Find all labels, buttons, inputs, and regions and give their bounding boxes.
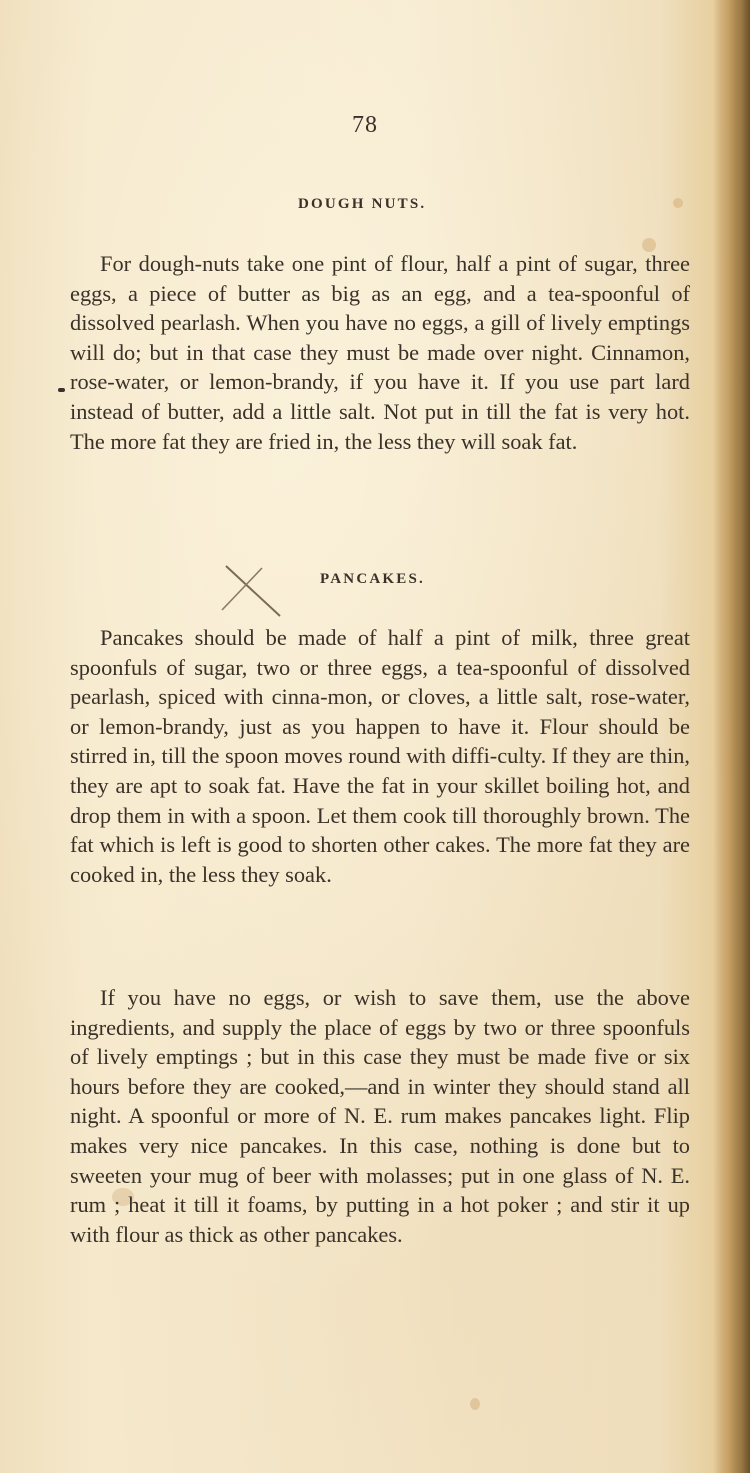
book-spine-shadow (714, 0, 750, 1473)
section-heading-pancakes: PANCAKES. (320, 571, 425, 587)
pencil-stroke (226, 566, 280, 616)
page-number: 78 (352, 112, 378, 138)
pancakes-text-2: If you have no eggs, or wish to save them, use the above ingredients, and supply the place of eggs by two or three spoonfuls of lively emptings ; but in this case they must be made five or six hours before they are cooked,—and in winter they should stand all night. A spoonful or more of N. E. rum makes pancakes light. Flip makes very nice pancakes. In this case, nothing is done but to sweeten your mug of beer with molasses; put in one glass of N. E. rum ; heat it till it foams, by putting in a hot poker ; and stir it up with flour as thick as other pancakes. (70, 985, 690, 1247)
section-heading-dough-nuts: DOUGH NUTS. (298, 196, 427, 212)
pancakes-paragraph-2 (70, 983, 690, 1249)
margin-mark (58, 388, 65, 392)
pencil-x-mark (218, 560, 288, 620)
stain-mark (470, 1398, 480, 1410)
pancakes-text-1: Pancakes should be made of half a pint of milk, three great spoonfuls of sugar, two or three eggs, a tea-spoonful of dissolved pearlash, spiced with cinna-mon, or cloves, a little salt, rose-water, or lemon-brandy, just as you happen to have it. Flour should be stirred in, till the spoon moves round with diffi-culty. If they are thin, they are apt to soak fat. Have the fat in your skillet boiling hot, and drop them in with a spoon. Let them cook till thoroughly brown. The fat which is left is good to shorten other cakes. The more fat they are cooked in, the less they soak. (70, 625, 690, 887)
dough-nuts-paragraph (70, 249, 690, 456)
stain-mark (673, 198, 683, 208)
pancakes-paragraph-1 (70, 623, 690, 889)
dough-nuts-text: For dough-nuts take one pint of flour, half a pint of sugar, three eggs, a piece of butter as big as an egg, and a tea-spoonful of dissolved pearlash. When you have no eggs, a gill of lively emptings will do; but in that case they must be made over night. Cinnamon, rose-water, or lemon-brandy, if you have it. If you use part lard instead of butter, add a little salt. Not put in till the fat is very hot. The more fat they are fried in, the less they will soak fat. (70, 251, 690, 454)
pencil-stroke (222, 568, 262, 610)
